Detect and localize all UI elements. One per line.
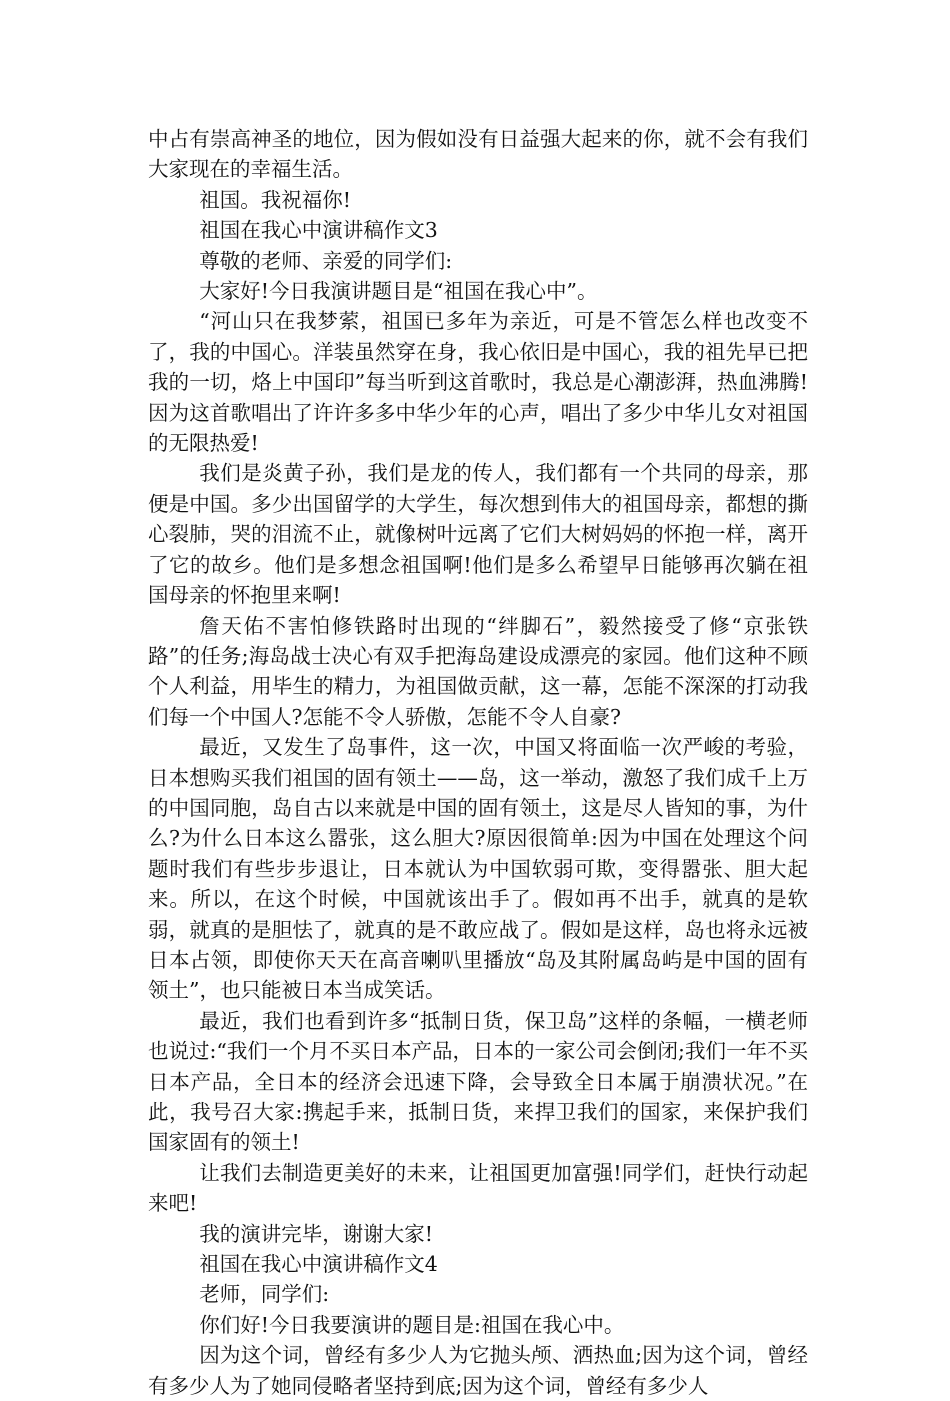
paragraph-1: 中占有崇高神圣的地位，因为假如没有日益强大起来的你，就不会有我们大家现在的幸福生活。: [148, 127, 808, 182]
paragraph-5: 大家好!今日我演讲题目是“祖国在我心中”。: [199, 279, 598, 304]
paragraph-6: “河山只在我梦萦，祖国已多年为亲近，可是不管怎么样也改变不了，我的中国心。洋装虽然穿在身，我心依旧是中国心，我的祖先早已把我的一切，烙上中国印”每当听到这首歌时，我总是心潮澎湃，热血沸腾!因为这首歌唱出了许许多多中华少年的心声，唱出了多少中华儿女对祖国的无限热爱!: [148, 309, 808, 456]
document-body: [148, 124, 808, 1401]
paragraph-16: 因为这个词，曾经有多少人为它抛头颅、洒热血;因为这个词，曾经有多少人为了她同侵略者坚持到底;因为这个词，曾经有多少人: [148, 1343, 808, 1398]
greeting: 尊敬的老师、亲爱的同学们:: [199, 248, 453, 273]
paragraph-11: 让我们去制造更美好的未来，让祖国更加富强!同学们，赶快行动起来吧!: [148, 1160, 808, 1216]
paragraph-7: 我们是炎黄子孙，我们是龙的传人，我们都有一个共同的母亲，那便是中国。多少出国留学的大学生，每次想到伟大的祖国母亲，都想的撕心裂肺，哭的泪流不止，就像树叶远离了它们大树妈妈的怀抱一样，离开了它的故乡。他们是多想念祖国啊!他们是多么希望早日能够再次躺在祖国母亲的怀抱里来啊!: [148, 461, 808, 608]
section-heading-4: 祖国在我心中演讲稿作文4: [199, 1252, 438, 1277]
paragraph-10: 最近，我们也看到许多“抵制日货，保卫岛”这样的条幅，一横老师也说过:“我们一个月不买日本产品，日本的一家公司会倒闭;我们一年不买日本产品，全日本的经济会迅速下降，会导致全日本属于崩溃状况。”在此，我号召大家:携起手来，抵制日货，来捍卫我们的国家，来保护我们国家固有的领土!: [148, 1008, 808, 1155]
paragraph-8: 詹天佑不害怕修铁路时出现的“绊脚石”，毅然接受了修“京张铁路”的任务;海岛战士决心有双手把海岛建设成漂亮的家园。他们这种不顾个人利益，用毕生的精力，为祖国做贡献，这一幕，怎能不深深的打动我们每一个中国人?怎能不令人骄傲，怎能不令人自豪?: [148, 613, 808, 729]
paragraph-15: 你们好!今日我要演讲的题目是:祖国在我心中。: [199, 1312, 625, 1337]
paragraph-2: 祖国。我祝福你!: [199, 187, 351, 212]
section-heading-3: 祖国在我心中演讲稿作文3: [199, 218, 438, 243]
paragraph-12: 我的演讲完毕，谢谢大家!: [199, 1221, 433, 1246]
paragraph-9: 最近，又发生了岛事件，这一次，中国又将面临一次严峻的考验，日本想购买我们祖国的固有领土——岛，这一举动，激怒了我们成千上万的中国同胞，岛自古以来就是中国的固有领土，这是尽人皆知的事，为什么?为什么日本这么嚣张，这么胆大?原因很简单:因为中国在处理这个问题时我们有些步步退让，日本就认为中国软弱可欺，变得嚣张、胆大起来。所以，在这个时候，中国就该出手了。假如再不出手，就真的是软弱，就真的是胆怯了，就真的是不敢应战了。假如是这样，岛也将永远被日本占领，即使你天天在高音喇叭里播放“岛及其附属岛屿是中国的固有领土”，也只能被日本当成笑话。: [148, 735, 808, 1003]
greeting-2: 老师，同学们:: [199, 1282, 330, 1307]
